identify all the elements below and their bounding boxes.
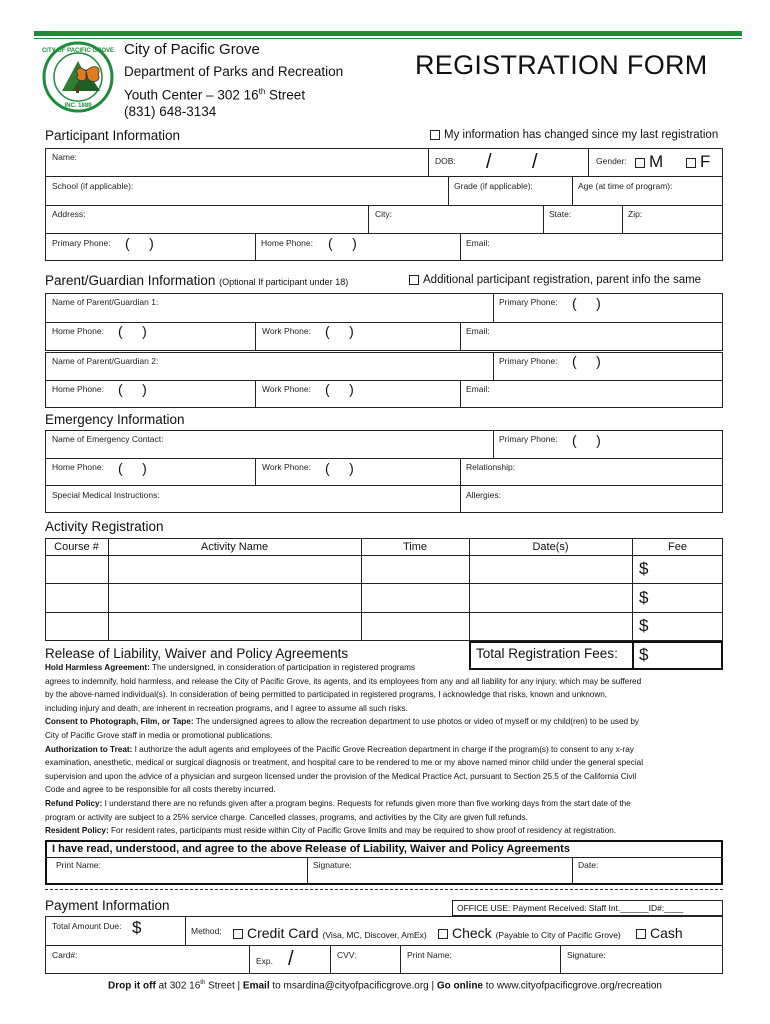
dob-slash-2: / <box>532 151 538 173</box>
emergency-work-phone-field[interactable]: Work Phone: <box>262 462 311 472</box>
method-credit-option[interactable] <box>233 925 427 941</box>
exp-field[interactable]: Exp. <box>256 956 274 966</box>
guardian2-name-field[interactable]: Name of Parent/Guardian 2: <box>52 356 159 366</box>
guardian2-home-phone-field[interactable]: Home Phone: <box>52 384 104 394</box>
emergency-contact-field[interactable]: Name of Emergency Contact: <box>52 434 164 444</box>
credit-card-note: (Visa, MC, Discover, AmEx) <box>322 930 427 940</box>
gender-female-checkbox[interactable] <box>686 158 696 168</box>
col-fee: Fee <box>668 541 687 553</box>
footer-instructions <box>0 980 770 991</box>
check-label: Check <box>452 925 492 941</box>
footer-sup: th <box>200 980 206 986</box>
auth-text-1: I authorize the adult agents and employees of the Pacific Grove Recreation department in charge if the program(s) to consent to any x-ray <box>132 744 634 754</box>
city-name: City of Pacific Grove <box>124 41 260 58</box>
activity-table <box>45 538 723 641</box>
guardian2-primary-phone-field[interactable]: Primary Phone: <box>499 356 558 366</box>
guardian1-name-field[interactable]: Name of Parent/Guardian 1: <box>52 297 159 307</box>
total-fees-label: Total Registration Fees: <box>476 646 618 661</box>
allergies-field[interactable]: Allergies: <box>466 490 501 500</box>
header-rule-thin <box>34 38 742 39</box>
consent-text-2: City of Pacific Grove staff in media or promotional publications. <box>45 730 273 740</box>
col-course: Course # <box>54 541 99 553</box>
guardian-heading-text: Parent/Guardian Information <box>45 273 216 288</box>
cash-checkbox[interactable] <box>636 929 646 939</box>
emergency-heading: Emergency Information <box>45 412 185 427</box>
gender-female-label: F <box>700 152 711 171</box>
additional-participant-option[interactable] <box>409 274 701 286</box>
refund-text-1: I understand there are no refunds given after a program begins. Requests for refunds given more than five working days from the start date of the <box>102 798 631 808</box>
email-field[interactable]: Email: <box>466 238 490 248</box>
dob-slash-1: / <box>486 151 492 173</box>
guardian1-primary-phone-field[interactable]: Primary Phone: <box>499 297 558 307</box>
school-field[interactable]: School (if applicable): <box>52 181 134 191</box>
cut-line <box>45 889 723 890</box>
home-phone-parens: ( ) <box>328 235 357 251</box>
info-changed-label: My information has changed since my last registration <box>444 129 719 141</box>
auth-text-3: supervision and upon the advice of a physician and surgeon licensed under the provision of the Medical Practice Act, pursuant to Section 25.5 of the California Civil <box>45 771 637 781</box>
hold-text-2: agrees to indemnify, hold harmless, and release the City of Pacific Grove, its agents, and its employees from any and all liability for any injury, which may be suffered <box>45 676 642 686</box>
col-activity-name: Activity Name <box>200 541 269 553</box>
zip-field[interactable]: Zip: <box>628 209 643 219</box>
hold-text-3: by the above-named individual(s). In consideration of being permitted to participated in registered programs, I acknowledge that risks, known and unknown, <box>45 690 608 700</box>
footer-online-url[interactable]: to www.cityofpacificgrove.org/recreation <box>482 980 662 992</box>
fee-dollar-2: $ <box>639 588 649 607</box>
home-phone-field[interactable]: Home Phone: <box>261 238 313 248</box>
guardian1-primary-parens: ( ) <box>572 295 601 311</box>
total-fees-dollar[interactable]: $ <box>639 645 649 664</box>
address-field[interactable]: Address: <box>52 209 86 219</box>
state-field[interactable]: State: <box>549 209 572 219</box>
additional-participant-checkbox[interactable] <box>409 275 419 285</box>
guardian1-email-field[interactable]: Email: <box>466 326 490 336</box>
payment-print-name-field[interactable]: Print Name: <box>407 950 452 960</box>
additional-participant-label: Additional participant registration, parent info the same <box>423 274 702 286</box>
guardian-heading-note: (Optional If participant under 18) <box>219 277 349 287</box>
refund-text-2: program or activity are subject to a 25% service charge. Cancelled classes, programs, and activities by the City are given full refunds. <box>45 812 528 822</box>
header-rule <box>34 31 742 36</box>
consent-text-1: The undersigned agrees to allow the recreation department to use photos or video of myself or my child(ren) to be used by <box>193 717 639 727</box>
gender-male-label: M <box>649 152 664 171</box>
footer-drop: Drop it off <box>108 980 156 992</box>
payment-heading: Payment Information <box>45 898 170 913</box>
consent-title: Consent to Photograph, Film, or Tape: <box>45 717 194 727</box>
name-field[interactable]: Name: <box>52 152 78 162</box>
city-seal-logo <box>42 41 114 113</box>
participant-heading: Participant Information <box>45 128 181 143</box>
auth-text-2: examination, anesthetic, medical or surgical diagnosis or treatment, and hospital care to be rendered to me or my above named minor child under the general special <box>45 758 644 768</box>
fee-dollar-1: $ <box>639 559 649 578</box>
guardian2-email-field[interactable]: Email: <box>466 384 490 394</box>
footer-email-label: Email <box>242 980 270 992</box>
cash-label: Cash <box>650 925 683 941</box>
primary-phone-field[interactable]: Primary Phone: <box>52 238 111 248</box>
guardian2-home-parens: ( ) <box>118 381 147 397</box>
credit-card-label: Credit Card <box>247 925 319 941</box>
relationship-field[interactable]: Relationship: <box>466 462 516 472</box>
card-number-field[interactable]: Card#: <box>52 950 78 960</box>
method-check-option[interactable] <box>438 925 621 941</box>
release-text <box>45 661 725 838</box>
agreement-print-name-field[interactable]: Print Name: <box>56 860 101 870</box>
grade-field[interactable]: Grade (if applicable): <box>454 181 533 191</box>
department-phone: (831) 648-3134 <box>124 104 217 119</box>
seal-text-top: CITY OF PACIFIC GROVE <box>42 48 114 54</box>
guardian1-home-phone-field[interactable]: Home Phone: <box>52 326 104 336</box>
footer-online-label: Go online <box>436 980 483 992</box>
guardian2-work-parens: ( ) <box>325 381 354 397</box>
department-name: Department of Parks and Recreation <box>124 64 344 79</box>
total-due-field[interactable]: Total Amount Due: <box>52 921 122 931</box>
check-note: (Payable to City of Pacific Grove) <box>495 930 621 940</box>
payment-signature-field[interactable]: Signature: <box>567 950 606 960</box>
resident-title: Resident Policy: <box>45 826 109 836</box>
resident-text: For resident rates, participants must reside within City of Pacific Grove limits and may be required to show proof of residency at registration. <box>108 826 617 836</box>
guardian2-primary-parens: ( ) <box>572 353 601 369</box>
gender-male-option[interactable] <box>635 152 663 172</box>
address-text: Youth Center – 302 16 <box>124 87 259 103</box>
activity-heading: Activity Registration <box>45 519 164 534</box>
guardian1-work-phone-field[interactable]: Work Phone: <box>262 326 311 336</box>
gender-label: Gender: <box>596 156 627 166</box>
hold-text-4: including injury and death, are inherent in recreation programs, and I agree to assume all such risks. <box>45 703 408 713</box>
method-label: Method: <box>191 926 222 936</box>
info-changed-option[interactable] <box>430 129 718 141</box>
fee-dollar-3: $ <box>639 616 649 635</box>
col-time: Time <box>402 541 428 553</box>
hold-text-1: The undersigned, in consideration of participation in registered programs <box>149 663 415 672</box>
dob-field[interactable]: DOB: <box>435 156 456 166</box>
footer-drop-text: at 302 16 <box>155 980 201 992</box>
guardian-heading <box>45 273 348 288</box>
info-changed-checkbox[interactable] <box>430 130 440 140</box>
method-cash-option[interactable] <box>636 925 683 941</box>
emergency-home-parens: ( ) <box>118 460 147 476</box>
auth-text-4: Code and agree to be responsible for all costs thereby incurred. <box>45 785 276 795</box>
guardian1-work-parens: ( ) <box>325 323 354 339</box>
emergency-work-parens: ( ) <box>325 460 354 476</box>
guardian2-work-phone-field[interactable]: Work Phone: <box>262 384 311 394</box>
medical-instructions-field[interactable]: Special Medical Instructions: <box>52 490 160 500</box>
guardian1-home-parens: ( ) <box>118 323 147 339</box>
agreement-signature-field[interactable]: Signature: <box>313 860 352 870</box>
refund-title: Refund Policy: <box>45 798 103 808</box>
hold-harmless-title: Hold Harmless Agreement: <box>45 663 150 672</box>
footer-street: Street | <box>205 980 243 992</box>
credit-card-checkbox[interactable] <box>233 929 243 939</box>
gender-male-checkbox[interactable] <box>635 158 645 168</box>
gender-female-option[interactable] <box>686 152 710 172</box>
agreement-date-field[interactable]: Date: <box>578 860 599 870</box>
release-heading: Release of Liability, Waiver and Policy Agreements <box>45 646 349 661</box>
office-use-text: OFFICE USE: Payment Received: Staff Int.______ID#:____ <box>457 903 684 913</box>
primary-phone-parens: ( ) <box>125 235 154 251</box>
footer-email[interactable]: to msardina@cityofpacificgrove.org | <box>269 980 437 992</box>
address-sup: th <box>258 87 266 96</box>
exp-slash: / <box>288 948 294 970</box>
col-dates: Date(s) <box>532 541 569 553</box>
cvv-field[interactable]: CVV: <box>337 950 357 960</box>
address-end: Street <box>265 87 306 103</box>
emergency-home-phone-field[interactable]: Home Phone: <box>52 462 104 472</box>
age-field[interactable]: Age (at time of program): <box>578 181 673 191</box>
emergency-primary-parens: ( ) <box>572 432 601 448</box>
auth-title: Authorization to Treat: <box>45 744 133 754</box>
emergency-primary-phone-field[interactable]: Primary Phone: <box>499 434 558 444</box>
total-due-dollar: $ <box>132 918 142 937</box>
city-field[interactable]: City: <box>375 209 392 219</box>
form-title: REGISTRATION FORM <box>415 50 708 80</box>
seal-text-bottom: INC. 1889 <box>64 103 92 109</box>
agreement-statement: I have read, understood, and agree to the above Release of Liability, Waiver and Policy Agreements <box>52 843 570 855</box>
check-checkbox[interactable] <box>438 929 448 939</box>
